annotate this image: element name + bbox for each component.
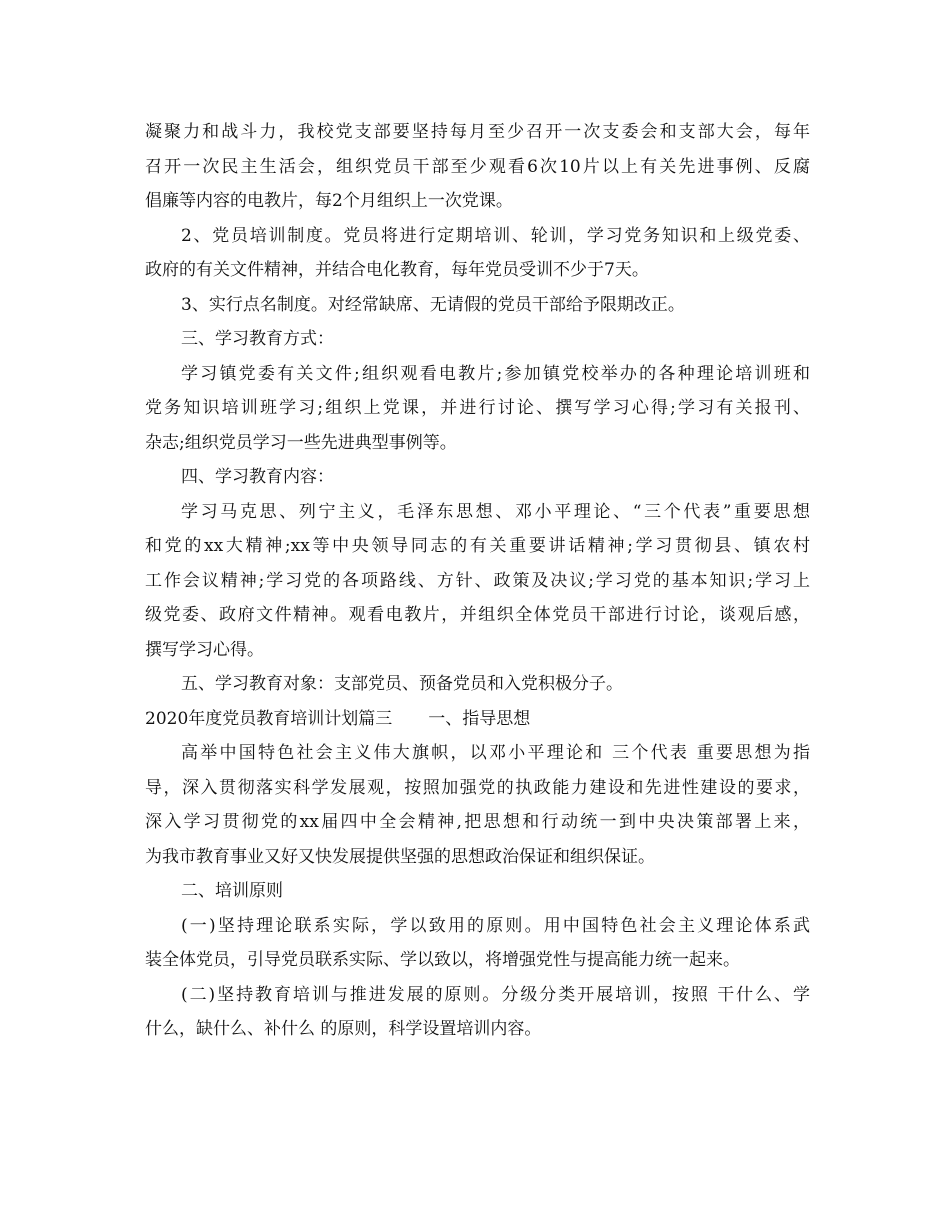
text-line: 什么，缺什么、补什么 的原则，科学设置培训内容。 [145, 1019, 542, 1039]
text-line: 杂志;组织党员学习一些先进典型事例等。 [145, 432, 457, 453]
text-line: 凝聚力和战斗力，我校党支部要坚持每月至少召开一次支委会和支部大会，每年 [145, 122, 810, 142]
text-line: (一)坚持理论联系实际，学以致用的原则。用中国特色社会主义理论体系武 [181, 915, 810, 936]
text-line: 深入学习贯彻党的xx届四中全会精神,把思想和行动统一到中央决策部署上来， [145, 812, 810, 832]
text-line: 政府的有关文件精神，并结合电化教育，每年党员受训不少于7天。 [145, 260, 649, 280]
document-body [145, 115, 810, 1047]
text-line: 召开一次民主生活会，组织党员干部至少观看6次10片以上有关先进事例、反腐 [145, 156, 810, 177]
text-line: 学习马克思、列宁主义，毛泽东思想、邓小平理论、“三个代表”重要思想 [181, 501, 810, 522]
plan-heading-section: 一、指导思想 [428, 708, 531, 729]
text-line: (二)坚持教育培训与推进发展的原则。分级分类开展培训，按照 干什么、学 [181, 984, 810, 1005]
text-line: 倡廉等内容的电教片，每2个月组织上一次党课。 [145, 191, 513, 211]
text-line: 五、学习教育对象：支部党员、预备党员和入党积极分子。 [181, 674, 623, 694]
paragraph-group-after [145, 736, 810, 1047]
text-line: 三、学习教育方式： [181, 329, 334, 349]
plan-heading-title: 2020年度党员教育培训计划篇三 [145, 708, 393, 729]
text-line: 2、党员培训制度。党员将进行定期培训、轮训，学习党务知识和上级党委、 [181, 225, 810, 246]
plan-heading [145, 702, 810, 737]
text-line: 导，深入贯彻落实科学发展观，按照加强党的执政能力建设和先进性建设的要求， [145, 777, 810, 798]
paragraph-group-before [145, 115, 810, 702]
text-line: 级党委、政府文件精神。观看电教片，并组织全体党员干部进行讨论，谈观后感， [145, 605, 810, 625]
text-line: 党务知识培训班学习;组织上党课，并进行讨论、撰写学习心得;学习有关报刊、 [145, 398, 810, 418]
text-line: 撰写学习心得。 [145, 639, 264, 660]
text-line: 高举中国特色社会主义伟大旗帜，以邓小平理论和 三个代表 重要思想为指 [181, 743, 810, 763]
text-line: 学习镇党委有关文件;组织观看电教片;参加镇党校举办的各种理论培训班和 [181, 363, 810, 384]
text-line: 和党的xx大精神;xx等中央领导同志的有关重要讲话精神;学习贯彻县、镇农村 [145, 536, 810, 556]
text-line: 工作会议精神;学习党的各项路线、方针、政策及决议;学习党的基本知识;学习上 [145, 570, 810, 591]
text-line: 装全体党员，引导党员联系实际、学以致以，将增强党性与提高能力统一起来。 [145, 950, 740, 970]
text-line: 为我市教育事业又好又快发展提供坚强的思想政治保证和组织保证。 [145, 846, 655, 867]
text-line: 二、培训原则 [181, 881, 283, 901]
text-line: 四、学习教育内容： [181, 467, 334, 487]
text-line: 3、实行点名制度。对经常缺席、无请假的党员干部给予限期改正。 [181, 294, 685, 315]
